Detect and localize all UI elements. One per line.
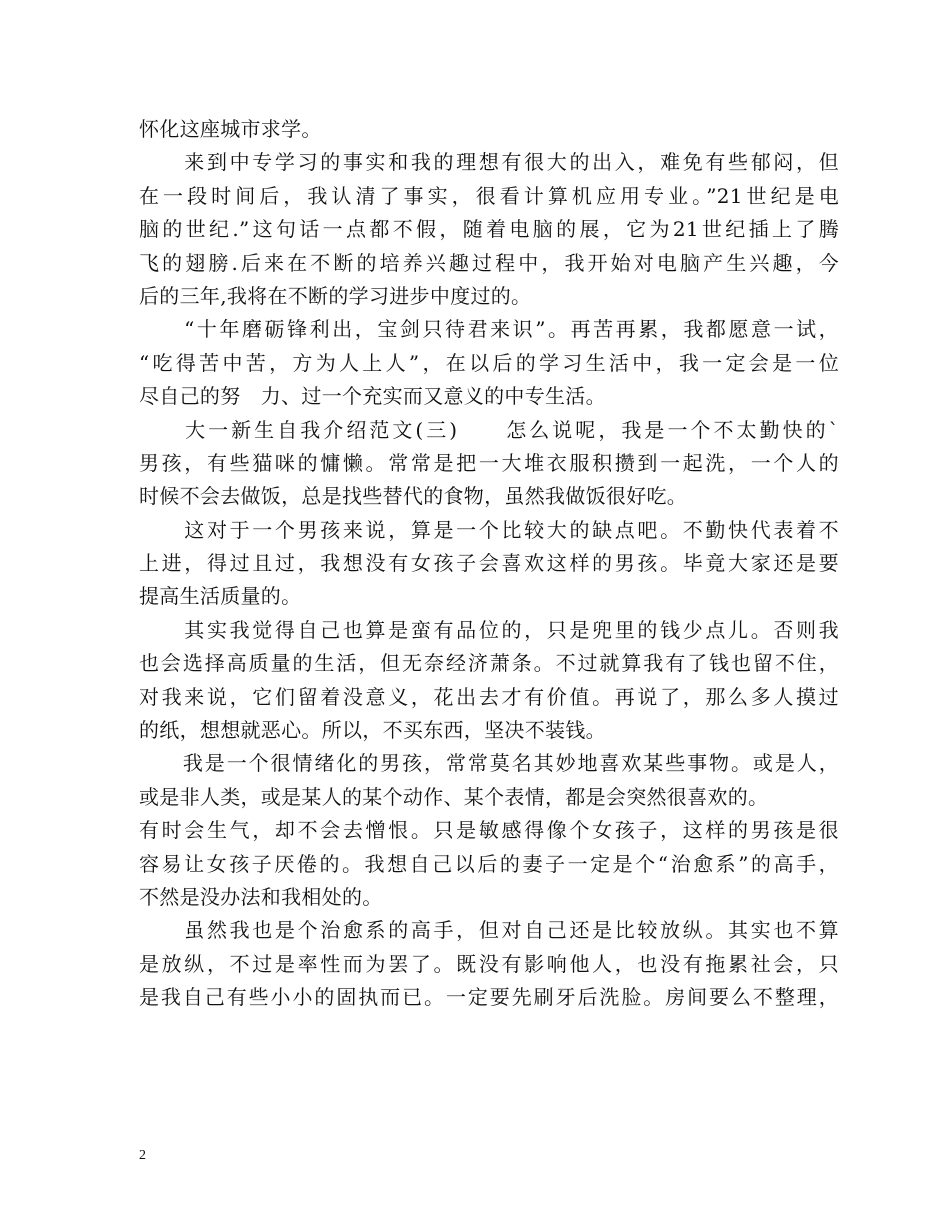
text-line: 怀化这座城市求学。 (139, 117, 322, 141)
text-line: 或是非人类，或是某人的某个动作、某个表情，都是会突然很喜欢的。 (139, 784, 769, 809)
text-line: 时候不会去做饭，总是找些替代的食物，虽然我做饭很好吃。 (139, 484, 688, 509)
text-line: 的纸，想想就恶心。所以，不买东西，坚决不装钱。 (139, 718, 606, 743)
body-text (139, 113, 839, 1015)
text-line: 不然是没办法和我相处的。 (139, 884, 383, 909)
text-line: 在一段时间后，我认清了事实，很看计算机应用专业。”21世纪是电 (139, 183, 839, 208)
text-line: “十年磨砺锋利出，宝剑只待君来识”。再苦再累，我都愿意一试， (139, 317, 839, 342)
text-line: 男孩，有些猫咪的慵懒。常常是把一大堆衣服积攒到一起洗，一个人的 (139, 450, 839, 475)
text-line: 提高生活质量的。 (139, 584, 302, 609)
text-line: 是放纵，不过是率性而为罢了。既没有影响他人，也没有拖累社会，只 (139, 951, 839, 976)
text-line: 我是一个很情绪化的男孩，常常莫名其妙地喜欢某些事物。或是人， (139, 751, 839, 776)
text-line: 后的三年,我将在不断的学习进步中度过的。 (139, 283, 532, 308)
text-line: 大一新生自我介绍范文(三) 怎么说呢，我是一个不太勤快的` (139, 417, 839, 442)
page-number: 2 (139, 1148, 146, 1163)
text-line: 来到中专学习的事实和我的理想有很大的出入，难免有些郁闷，但 (139, 150, 839, 175)
text-line: 容易让女孩子厌倦的。我想自己以后的妻子一定是个“治愈系”的高手， (139, 851, 839, 876)
text-line: 其实我觉得自己也算是蛮有品位的，只是兜里的钱少点儿。否则我 (139, 617, 839, 642)
text-line: 上进，得过且过，我想没有女孩子会喜欢这样的男孩。毕竟大家还是要 (139, 551, 839, 576)
text-line: 脑的世纪.”这句话一点都不假，随着电脑的展，它为21世纪插上了腾 (139, 217, 839, 242)
text-line: 尽自己的努 力、过一个充实而又意义的中专生活。 (139, 384, 606, 409)
text-line: 也会选择高质量的生活，但无奈经济萧条。不过就算我有了钱也留不住， (139, 651, 839, 676)
text-line: 对我来说，它们留着没意义，花出去才有价值。再说了，那么多人摸过 (139, 684, 839, 709)
text-line: 这对于一个男孩来说，算是一个比较大的缺点吧。不勤快代表着不 (139, 517, 839, 542)
text-line: 虽然我也是个治愈系的高手，但对自己还是比较放纵。其实也不算 (139, 918, 839, 943)
text-line: “吃得苦中苦，方为人上人”，在以后的学习生活中，我一定会是一位 (139, 350, 839, 375)
text-line: 飞的翅膀.后来在不断的培养兴趣过程中，我开始对电脑产生兴趣，今 (139, 250, 839, 275)
text-line: 是我自己有些小小的固执而已。一定要先刷牙后洗脸。房间要么不整理， (139, 985, 839, 1010)
text-line: 有时会生气，却不会去憎恨。只是敏感得像个女孩子，这样的男孩是很 (139, 818, 839, 843)
